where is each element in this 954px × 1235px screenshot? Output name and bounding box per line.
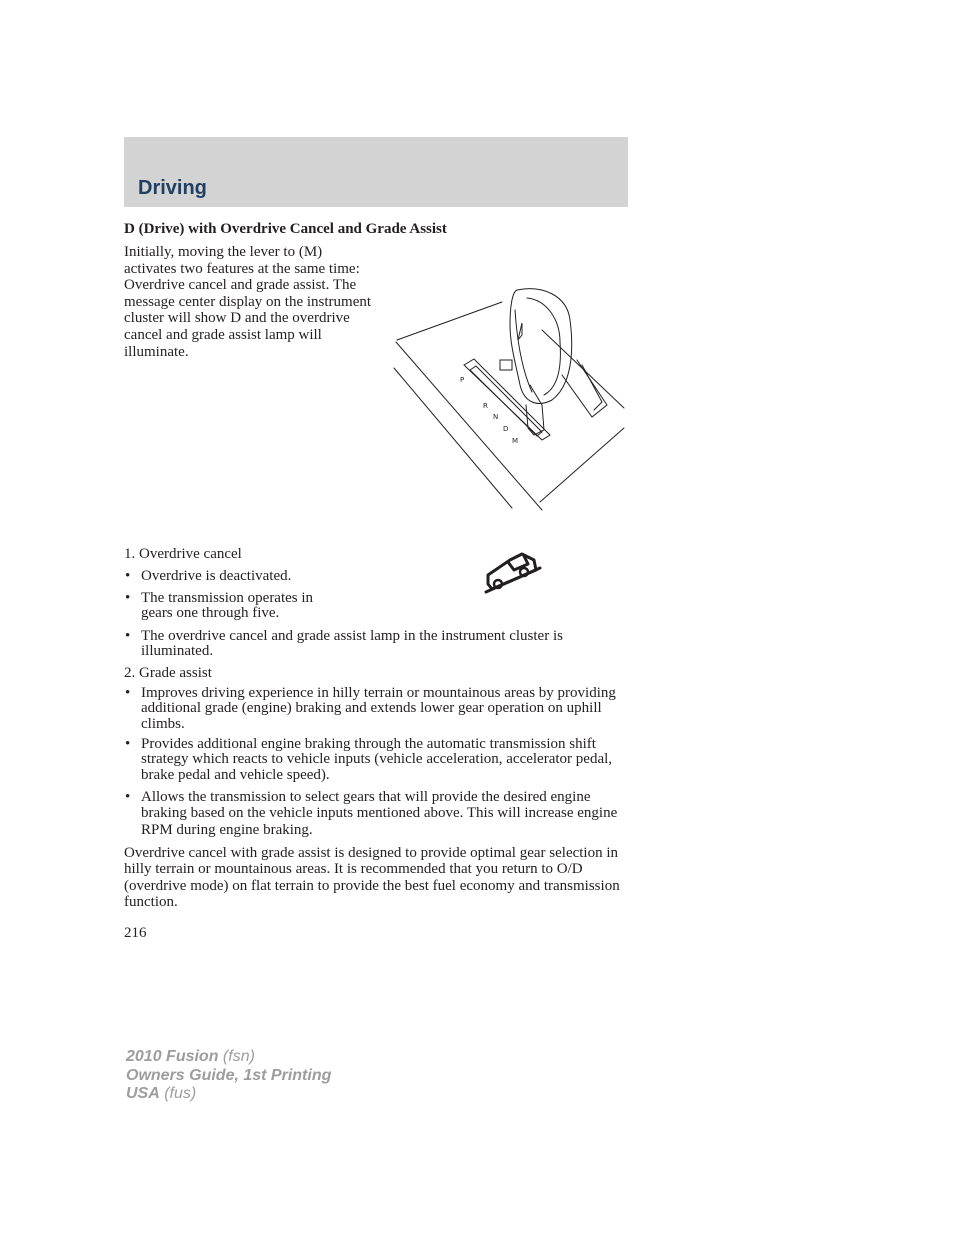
page-number: 216 xyxy=(124,925,147,941)
section-title: Driving xyxy=(138,177,207,199)
bullet-marker: • xyxy=(125,590,131,606)
gear-label: D xyxy=(503,425,509,433)
gear-label: N xyxy=(493,413,499,421)
list-item xyxy=(124,737,628,783)
document-footer xyxy=(126,1048,331,1104)
list-item-text: Improves driving experience in hilly terrain or mountainous areas by providing additional grade (engine) braking and extends lower gear operation on uphill climbs. xyxy=(141,685,616,732)
item-label-grade-assist: 2. Grade assist xyxy=(124,665,212,681)
footer-line-market: USA (fus) xyxy=(126,1085,197,1102)
list-item xyxy=(124,686,628,732)
footer-line-edition: Owners Guide, 1st Printing xyxy=(126,1066,332,1084)
closing-paragraph: Overdrive cancel with grade assist is designed to provide optimal gear selection in hilly terrain or mountainous areas. It is recommended that you return to O/D (overdrive mode) on flat terrain to provide the best fuel economy and transmission function. xyxy=(124,845,620,911)
list-item xyxy=(124,569,371,584)
list-item-text: Allows the transmission to select gears that will provide the desired engine braking based on the vehicle inputs mentioned above. This will increase engine RPM during engine braking. xyxy=(141,789,618,838)
subheading: D (Drive) with Overdrive Cancel and Grade Assist xyxy=(124,221,447,237)
bullet-marker: • xyxy=(125,628,131,644)
gear-shifter-illustration xyxy=(392,280,628,515)
item-label-overdrive-cancel: 1. Overdrive cancel xyxy=(124,546,242,562)
list-item xyxy=(124,629,628,660)
list-item-text: Overdrive is deactivated. xyxy=(141,568,292,584)
list-item xyxy=(124,591,341,622)
car-on-incline-icon xyxy=(478,548,544,600)
list-item-text: Provides additional engine braking through the automatic transmission shift strategy which reacts to vehicle inputs (vehicle acceleration, accelerator pedal, brake pedal and vehicle speed). xyxy=(141,736,613,783)
bullet-marker: • xyxy=(125,736,131,752)
bullet-marker: • xyxy=(125,685,131,701)
gear-label: R xyxy=(483,402,488,410)
list-item xyxy=(124,789,628,838)
footer-line-model: 2010 Fusion (fsn) xyxy=(126,1048,255,1065)
bullet-marker: • xyxy=(125,568,131,584)
list-item-text: The overdrive cancel and grade assist lamp in the instrument cluster is illuminated. xyxy=(141,628,563,660)
list-item-text: The transmission operates in gears one through five. xyxy=(141,590,314,622)
bullet-marker: • xyxy=(125,789,131,805)
intro-paragraph: Initially, moving the lever to (M) activates two features at the same time: Overdrive cancel and grade assist. The message center display on the instrument cluster will show D and the overdrive cancel and grade assist lamp will illuminate. xyxy=(124,244,372,360)
gear-label: M xyxy=(512,437,519,445)
gear-label: P xyxy=(460,376,465,384)
